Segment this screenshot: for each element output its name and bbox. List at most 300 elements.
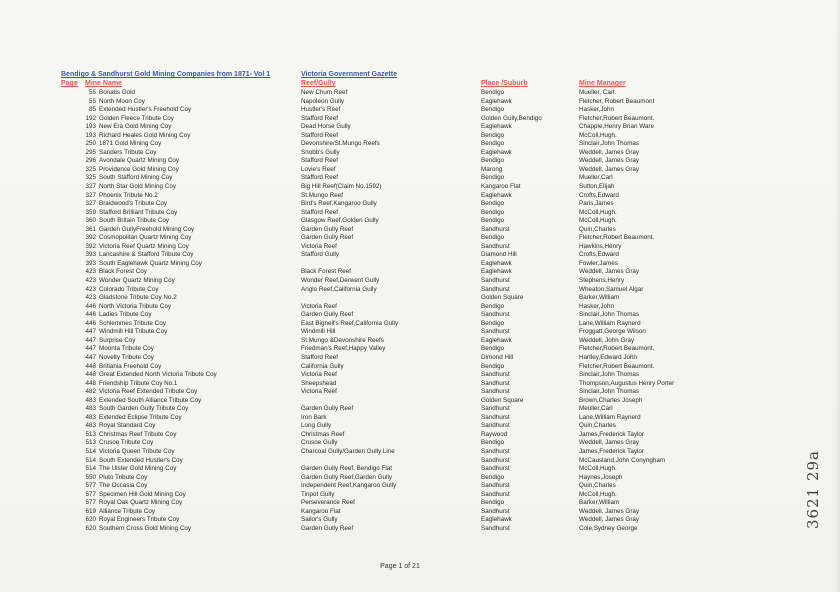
row-place: Sandhurst — [481, 405, 510, 413]
row-place: Bendigo — [481, 157, 505, 165]
row-page: 392 — [85, 234, 96, 242]
table-row — [61, 132, 801, 141]
row-page: 620 — [85, 524, 96, 532]
row-page: 393 — [85, 259, 96, 267]
row-page: 447 — [85, 345, 96, 353]
row-page: 483 — [85, 405, 96, 413]
table-row — [61, 397, 801, 406]
row-manager: Weddell, John Gray — [579, 336, 635, 344]
header-manager: Mine Manager — [579, 80, 626, 87]
row-page: 447 — [85, 336, 96, 344]
row-reef: Victoria Reef — [301, 388, 337, 396]
row-place: Bendigo — [481, 140, 505, 148]
row-place: Bendigo — [481, 217, 505, 225]
row-place: Eaglehawk — [481, 97, 512, 105]
row-page: 361 — [85, 225, 96, 233]
table-row — [61, 115, 801, 124]
row-page: 513 — [85, 439, 96, 447]
row-place: Sandhurst — [481, 285, 510, 293]
row-reef: Wonder Reef,Derwent Gully — [301, 277, 380, 285]
row-mine-name: Royal Oak Quartz Mining Coy — [99, 499, 183, 507]
row-place: Eaglehawk — [481, 191, 512, 199]
row-mine-name: North Moon Coy — [99, 97, 145, 105]
row-manager: Fletcher,Robert Beaumont. — [579, 114, 655, 122]
row-mine-name: South Extended Hustler's Coy — [99, 456, 183, 464]
row-mine-name: 1871 Gold Mining Coy — [99, 140, 162, 148]
row-manager: Chapple,Henry Brian Ware — [579, 123, 655, 131]
row-place: Golden Gully,Bendigo — [481, 114, 542, 122]
row-reef: Garden Gully Reef — [301, 524, 354, 532]
row-mine-name: Extended Eclipse Tribute Coy — [99, 413, 182, 421]
row-mine-name: Britiania Freehold Coy — [99, 362, 162, 370]
row-page: 550 — [85, 473, 96, 481]
row-mine-name: Christmas Reef Tribute Coy — [99, 430, 177, 438]
row-reef: St.Mungo &Devonshire Reefs — [301, 336, 384, 344]
table-row — [61, 234, 801, 243]
row-mine-name: Victoria Reef Quartz Mining Coy — [99, 242, 189, 250]
row-page: 514 — [85, 465, 96, 473]
row-manager: James,Frederick Taylor — [579, 430, 644, 438]
row-page: 296 — [85, 157, 96, 165]
row-page: 250 — [85, 140, 96, 148]
row-page: 325 — [85, 174, 96, 182]
row-page: 483 — [85, 422, 96, 430]
row-manager: McColl,Hugh. — [579, 465, 617, 473]
row-page: 619 — [85, 507, 96, 515]
row-reef: Glasgow Reef,Golden Gully — [301, 217, 379, 225]
row-page: 423 — [85, 277, 96, 285]
row-mine-name: Extended Hustler's Freehold Coy — [99, 106, 192, 114]
row-place: Eaglehawk — [481, 123, 512, 131]
row-reef: Perseverance Reef — [301, 499, 355, 507]
row-page: 446 — [85, 319, 96, 327]
row-page: 423 — [85, 268, 96, 276]
row-page: 446 — [85, 302, 96, 310]
row-manager: Weddell, James Gray — [579, 439, 640, 447]
row-place: Dimond Hill — [481, 353, 514, 361]
row-manager: Lane,William Raynerd — [579, 413, 641, 421]
table-row — [61, 174, 801, 183]
row-manager: Fletcher,Robert Beaumont. — [579, 234, 655, 242]
row-place: Bendigo — [481, 106, 505, 114]
row-page: 483 — [85, 396, 96, 404]
row-reef: Sheepshead — [301, 379, 337, 387]
row-page: 514 — [85, 447, 96, 455]
row-mine-name: Novelty Tribute Coy — [99, 353, 154, 361]
row-page: 448 — [85, 362, 96, 370]
table-row — [61, 243, 801, 252]
row-reef: New Chum Reef — [301, 89, 348, 96]
row-place: Bendigo — [481, 499, 505, 507]
row-mine-name: Black Forest Coy — [99, 268, 147, 276]
row-reef: Big Hill Reef(Claim No.1592) — [301, 183, 382, 191]
row-reef: Christmas Reef — [301, 430, 345, 438]
row-reef: Sailor's Gully — [301, 516, 338, 524]
header-reef: Reef/Gully — [301, 80, 336, 87]
row-place: Sandhurst — [481, 490, 510, 498]
row-manager: Sutton,Elijah — [579, 183, 615, 191]
row-manager: Weddell, James Gray — [579, 165, 640, 173]
table-row — [61, 354, 801, 363]
row-mine-name: Extended South Alliance Tribute Coy — [99, 396, 202, 404]
row-reef: Victoria Reef — [301, 302, 337, 310]
row-page: 192 — [85, 114, 96, 122]
row-place: Sandhurst — [481, 447, 510, 455]
table-row — [61, 294, 801, 303]
table-row — [61, 123, 801, 132]
row-page: 359 — [85, 208, 96, 216]
row-manager: Hasker,John — [579, 106, 615, 114]
row-reef: Long Gully — [301, 422, 332, 430]
row-place: Bendigo — [481, 302, 505, 310]
row-reef: Friedman's Reef,Happy Valley — [301, 345, 386, 353]
row-page: 193 — [85, 123, 96, 131]
row-place: Sandhurst — [481, 456, 510, 464]
table-row — [61, 89, 801, 98]
row-place: Sandhurst — [481, 328, 510, 336]
row-place: Eaglehawk — [481, 516, 512, 524]
row-page: 360 — [85, 217, 96, 225]
header-page: Page — [61, 80, 78, 87]
source-title: Victoria Government Gazette — [301, 71, 397, 78]
row-place: Kangaroo Flat — [481, 183, 521, 191]
table-row — [61, 405, 801, 414]
row-reef: Windmill Hill — [301, 328, 336, 336]
row-mine-name: New Era Gold Mining Coy — [99, 123, 172, 131]
table-row — [61, 192, 801, 201]
row-place: Sandhurst — [481, 422, 510, 430]
row-place: Marong — [481, 165, 503, 173]
row-mine-name: Phoenix Tribute No.2 — [99, 191, 158, 199]
row-reef: Bird's Reef,Kangaroo Gully — [301, 200, 377, 208]
row-manager: Hasker,John — [579, 302, 615, 310]
row-place: Sandhurst — [481, 413, 510, 421]
table-row — [61, 149, 801, 158]
row-manager: Mueller, Carl. — [579, 89, 617, 96]
row-mine-name: Pluto Tribute Coy — [99, 473, 148, 481]
row-page: 295 — [85, 148, 96, 156]
table-row — [61, 499, 801, 508]
table-row — [61, 268, 801, 277]
row-place: Bendigo — [481, 234, 505, 242]
row-manager: Crofts,Edward — [579, 191, 619, 199]
row-mine-name: Surprise Coy — [99, 336, 136, 344]
row-reef: Stafford Reef — [301, 174, 338, 182]
row-manager: McColl,Hugh. — [579, 217, 617, 225]
table-row — [61, 217, 801, 226]
table-row — [61, 226, 801, 235]
row-reef: Napoleon Gully — [301, 97, 345, 105]
row-manager: Fletcher,Robert Beaumont. — [579, 362, 655, 370]
header-place: Place /Suburb — [481, 80, 528, 87]
row-place: Bendigo — [481, 208, 505, 216]
row-manager: McCausland,John Conyngham — [579, 456, 666, 464]
row-place: Bendigo — [481, 345, 505, 353]
row-place: Sandhurst — [481, 388, 510, 396]
row-page: 423 — [85, 294, 96, 302]
row-manager: Crofts,Edward — [579, 251, 619, 259]
row-manager: Quin,Charles — [579, 422, 616, 430]
row-reef: Stafford Reef — [301, 353, 338, 361]
table-row — [61, 260, 801, 269]
table-row — [61, 448, 801, 457]
row-page: 55 — [88, 97, 96, 105]
row-place: Bendigo — [481, 362, 505, 370]
row-reef: Stafford Gully — [301, 251, 340, 259]
row-mine-name: Avondale Quartz Mining Coy — [99, 157, 180, 165]
row-place: Diamond Hill — [481, 251, 517, 259]
row-place: Golden Square — [481, 396, 524, 404]
row-manager: Hartley,Edward John — [579, 353, 637, 361]
table-row — [61, 465, 801, 474]
row-mine-name: Bonatis Gold — [99, 89, 136, 96]
row-reef: Garden Gully Reef — [301, 405, 354, 413]
row-mine-name: Windmill Hill Tribute Coy — [99, 328, 168, 336]
row-reef: St.Mungo Reef — [301, 191, 344, 199]
table-row — [61, 474, 801, 483]
row-reef: Garden Gully Reef,Garden Gully — [301, 473, 392, 481]
row-manager: Weddell, James Gray — [579, 268, 640, 276]
mine-table — [61, 89, 801, 533]
table-row — [61, 380, 801, 389]
row-manager: Haynes,Joseph — [579, 473, 623, 481]
table-row — [61, 303, 801, 312]
row-mine-name: South Garden Gully Tribute Coy — [99, 405, 189, 413]
table-row — [61, 422, 801, 431]
row-page: 327 — [85, 200, 96, 208]
table-row — [61, 106, 801, 115]
header-mine-name: Mine Name — [85, 80, 122, 87]
row-place: Bendigo — [481, 200, 505, 208]
row-place: Bendigo — [481, 174, 505, 182]
row-place: Sandhurst — [481, 379, 510, 387]
row-reef: Stafford Reef — [301, 114, 338, 122]
table-row — [61, 200, 801, 209]
row-manager: Fletcher, Robert Beaumont — [579, 97, 655, 105]
row-mine-name: Stafford Brilliant Tribute Coy — [99, 208, 178, 216]
row-mine-name: Garden GullyFreehold Mining Coy — [99, 225, 195, 233]
table-row — [61, 516, 801, 525]
row-reef: Devonshire/St.Mungo Reefs — [301, 140, 380, 148]
row-place: Sandhurst — [481, 225, 510, 233]
row-reef: Crusoe Gully — [301, 439, 338, 447]
row-place: Sandhurst — [481, 507, 510, 515]
row-reef: California Gully — [301, 362, 344, 370]
row-mine-name: Golden Fleece Tribute Coy — [99, 114, 174, 122]
row-page: 513 — [85, 430, 96, 438]
row-mine-name: Alliance Tribute Coy — [99, 507, 155, 515]
table-row — [61, 98, 801, 107]
row-mine-name: Friendship Tribute Coy No.1 — [99, 379, 178, 387]
row-mine-name: Colorado Tribute Coy — [99, 285, 159, 293]
row-manager: Thompson,Augustus Henry Porter — [579, 379, 675, 387]
row-reef: Garden Gully Reef, Bendigo Flat — [301, 465, 393, 473]
row-mine-name: Ladies Tribute Coy — [99, 311, 152, 319]
table-row — [61, 482, 801, 491]
row-reef: Garden Gully Reef — [301, 234, 354, 242]
row-mine-name: Royal Engineers Tribute Coy — [99, 516, 180, 524]
table-row — [61, 457, 801, 466]
row-manager: Froggatt,George Wilson — [579, 328, 646, 336]
table-row — [61, 491, 801, 500]
table-row — [61, 345, 801, 354]
table-row — [61, 525, 801, 534]
table-row — [61, 311, 801, 320]
row-manager: Hawkins,Henry — [579, 242, 622, 250]
row-manager: Sinclair,John Thomas — [579, 388, 640, 396]
row-page: 446 — [85, 311, 96, 319]
table-row — [61, 286, 801, 295]
row-manager: McColl,Hugh. — [579, 208, 617, 216]
row-place: Bendigo — [481, 131, 505, 139]
row-page: 447 — [85, 353, 96, 361]
row-manager: Barker,William — [579, 499, 620, 507]
row-place: Eaglehawk — [481, 336, 512, 344]
row-page: 447 — [85, 328, 96, 336]
row-place: Sandhurst — [481, 242, 510, 250]
row-page: 392 — [85, 242, 96, 250]
row-reef: Stafford Reef — [301, 131, 338, 139]
row-mine-name: Schlemmes Tribute Coy — [99, 319, 166, 327]
row-manager: McColl,Hugh. — [579, 131, 617, 139]
row-manager: Barker,William — [579, 294, 620, 302]
handwritten-note: 3621 29a — [804, 450, 822, 530]
row-manager: Mueller,Carl — [579, 174, 613, 182]
row-manager: James,Frederick Taylor — [579, 447, 644, 455]
table-row — [61, 414, 801, 423]
row-manager: Fowler,James — [579, 259, 618, 267]
row-manager: Paris,James — [579, 200, 614, 208]
row-reef: Garden Gully Reef — [301, 225, 354, 233]
row-page: 483 — [85, 413, 96, 421]
row-page: 325 — [85, 165, 96, 173]
row-page: 448 — [85, 379, 96, 387]
row-mine-name: Richard Heales Gold Mining Coy — [99, 131, 191, 139]
row-page: 327 — [85, 191, 96, 199]
row-place: Sandhurst — [481, 524, 510, 532]
row-reef: Dead Horse Gully — [301, 123, 351, 131]
row-mine-name: South Stafford Mining Coy — [99, 174, 173, 182]
row-mine-name: Great Extended North Victoria Tribute Coy — [99, 371, 217, 379]
page-footer: Page 1 of 21 — [380, 563, 420, 570]
row-mine-name: Specimen Hill Gold Mining Coy — [99, 490, 186, 498]
row-manager: McColl,Hugh. — [579, 490, 617, 498]
row-mine-name: Sanders Tribute Coy — [99, 148, 157, 156]
row-place: Golden Square — [481, 294, 524, 302]
row-reef: Anglo Reef,California Gully — [301, 285, 377, 293]
table-row — [61, 431, 801, 440]
row-manager: Weddell, James Gray — [579, 507, 640, 515]
row-manager: Cole,Sydney George — [579, 524, 638, 532]
row-manager: Fletcher,Robert Beaumont. — [579, 345, 655, 353]
row-manager: Weddell, James Gray — [579, 157, 640, 165]
row-page: 448 — [85, 371, 96, 379]
row-place: Eaglehawk — [481, 148, 512, 156]
row-reef: Kangaroo Flat — [301, 507, 341, 515]
row-mine-name: The Occasia Coy — [99, 482, 148, 490]
row-place: Sandhurst — [481, 311, 510, 319]
row-reef: Black Forest Reef — [301, 268, 352, 276]
row-manager: Lane,William Raynerd — [579, 319, 641, 327]
row-mine-name: Southern Cross Gold Mining Coy — [99, 524, 192, 532]
row-manager: Sinclair,John Thomas — [579, 371, 640, 379]
table-row — [61, 371, 801, 380]
row-mine-name: Wonder Quartz Mining Coy — [99, 277, 175, 285]
row-reef: Garden Gully Reef — [301, 311, 354, 319]
row-mine-name: South Britain Tribute Coy — [99, 217, 170, 225]
row-reef: Tinpot Gully — [301, 490, 335, 498]
row-manager: Weddell, James Gray — [579, 148, 640, 156]
row-manager: Meuller,Carl — [579, 405, 613, 413]
row-mine-name: Cosmopolitan Quartz Mining Coy — [99, 234, 192, 242]
row-place: Sandhurst — [481, 371, 510, 379]
table-row — [61, 166, 801, 175]
table-row — [61, 251, 801, 260]
row-mine-name: The Ulster Gold Mining Coy — [99, 465, 177, 473]
row-reef: Stafford Reef — [301, 208, 338, 216]
table-row — [61, 140, 801, 149]
row-manager: Stephens,Henry — [579, 277, 625, 285]
row-reef: Snobb's Gully — [301, 148, 340, 156]
row-reef: East Bignell's Reef,California Gully — [301, 319, 399, 327]
row-page: 423 — [85, 285, 96, 293]
table-row — [61, 439, 801, 448]
row-reef: Victoria Reef — [301, 242, 337, 250]
row-reef: Charcoal Gully/Garden Gully Line — [301, 447, 395, 455]
row-page: 514 — [85, 456, 96, 464]
table-row — [61, 388, 801, 397]
row-manager: Wheaton,Samuel Algar — [579, 285, 644, 293]
row-manager: Quin,Charles — [579, 482, 616, 490]
row-mine-name: Lancashire & Stafford Tribute Coy — [99, 251, 194, 259]
row-place: Eaglehawk — [481, 259, 512, 267]
row-manager: Sinclair,John Thomas — [579, 140, 640, 148]
row-page: 193 — [85, 131, 96, 139]
row-mine-name: Gladstone Tribute Coy No.2 — [99, 294, 177, 302]
row-reef: Iron Bark — [301, 413, 327, 421]
row-page: 577 — [85, 482, 96, 490]
row-mine-name: Royal Standard Coy — [99, 422, 156, 430]
row-page: 85 — [88, 106, 96, 114]
row-manager: Sinclair,John Thomas — [579, 311, 640, 319]
row-page: 55 — [88, 89, 96, 96]
row-page: 482 — [85, 388, 96, 396]
table-row — [61, 277, 801, 286]
row-mine-name: Moonta Tribute Coy — [99, 345, 154, 353]
row-place: Bendigo — [481, 319, 505, 327]
table-row — [61, 183, 801, 192]
table-row — [61, 328, 801, 337]
row-place: Raywood — [481, 430, 508, 438]
document-title: Bendigo & Sandhurst Gold Mining Companies from 1871- Vol 1 — [61, 71, 271, 78]
row-place: Sandhurst — [481, 482, 510, 490]
row-page: 577 — [85, 490, 96, 498]
row-mine-name: Crusoe Tribute Coy — [99, 439, 154, 447]
row-mine-name: Victoria Queen Tribute Coy — [99, 447, 175, 455]
row-mine-name: Providence Gold Mining Coy — [99, 165, 179, 173]
table-row — [61, 337, 801, 346]
row-place: Bendigo — [481, 473, 505, 481]
table-row — [61, 508, 801, 517]
row-reef: Independent Reef,Kangaroo Gully — [301, 482, 397, 490]
row-page: 577 — [85, 499, 96, 507]
row-mine-name: South Eaglehawk Quartz Mining Coy — [99, 259, 202, 267]
row-mine-name: North Victoria Tribute Coy — [99, 302, 171, 310]
table-row — [61, 320, 801, 329]
row-mine-name: Braidwood's Tribute Coy — [99, 200, 168, 208]
row-page: 327 — [85, 183, 96, 191]
row-reef: Stafford Reef — [301, 157, 338, 165]
